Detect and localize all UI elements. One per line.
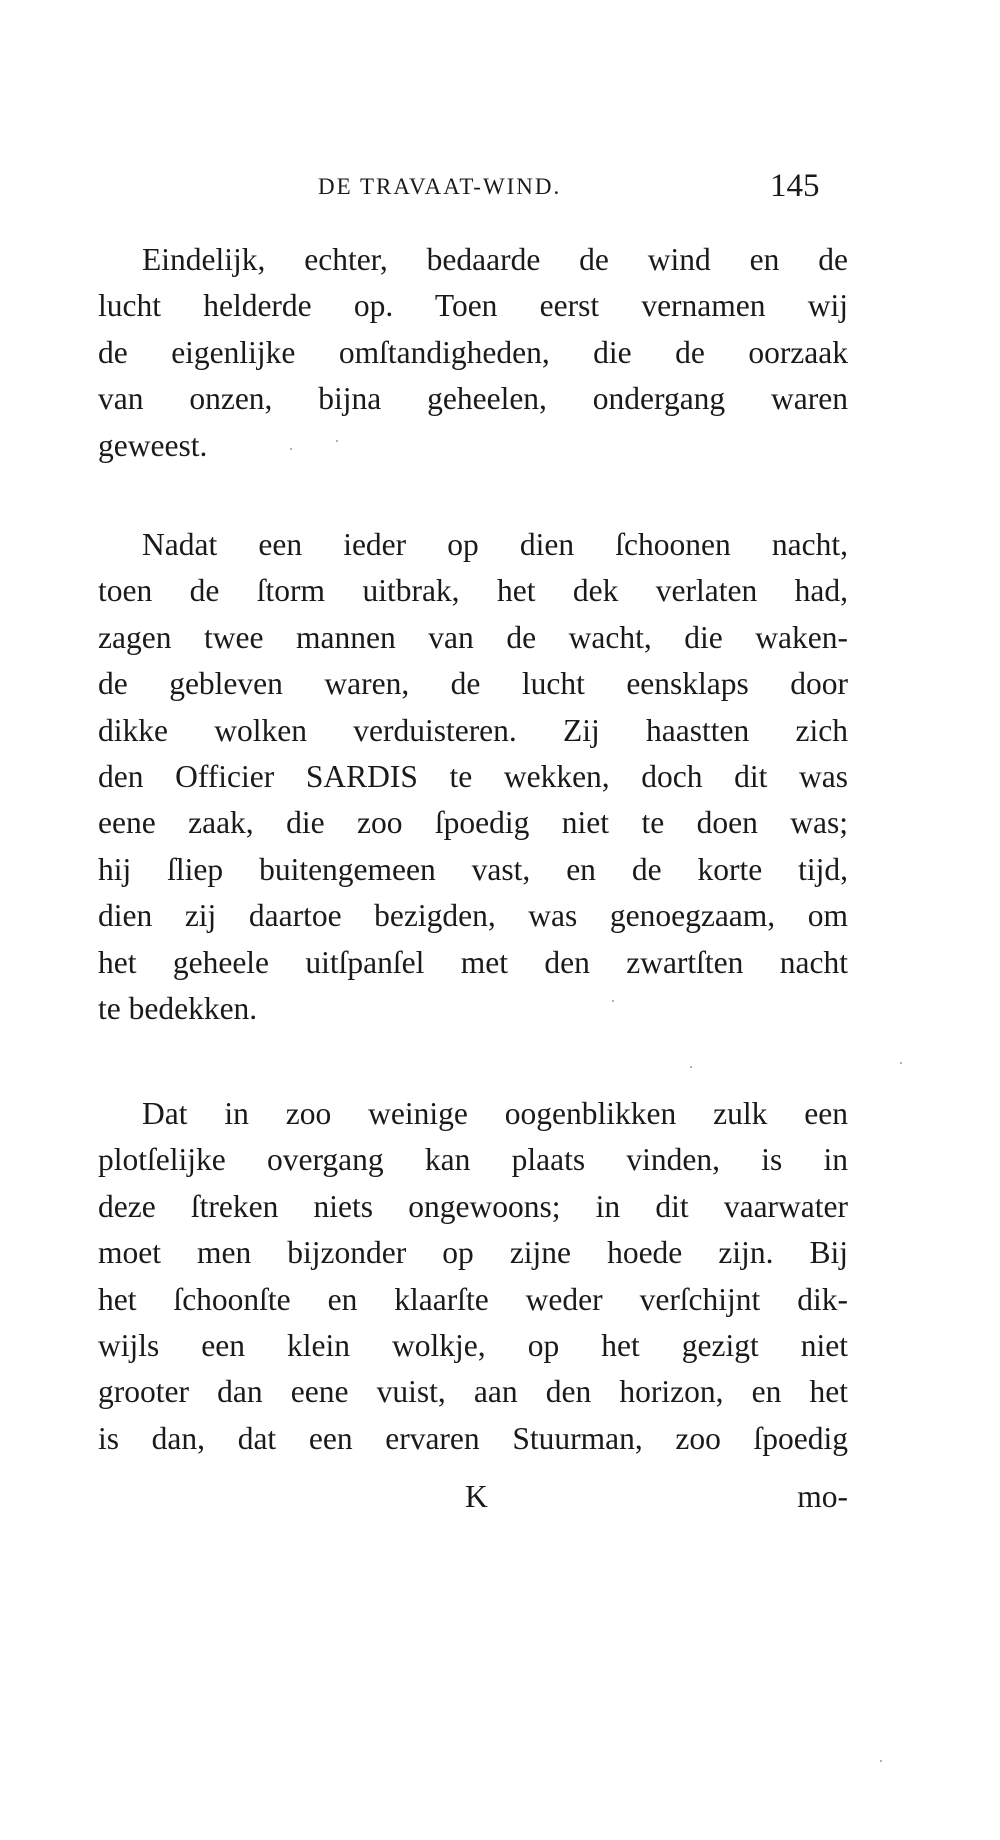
print-speck xyxy=(336,440,338,442)
print-speck xyxy=(290,448,292,450)
text-line: lucht helderde op. Toen eerst vernamen wij xyxy=(98,288,848,324)
paragraph-1 xyxy=(98,237,848,469)
text-line: te bedekken. xyxy=(98,991,258,1027)
print-speck xyxy=(612,1000,614,1002)
print-speck xyxy=(690,1066,692,1068)
running-title: DE TRAVAAT-WIND. xyxy=(318,174,562,199)
page-footer xyxy=(98,1479,848,1525)
paragraph-2 xyxy=(98,522,848,1032)
text-line: grooter dan eene vuist, aan den horizon, en het xyxy=(98,1374,848,1410)
print-speck xyxy=(900,1062,902,1064)
paragraph-3 xyxy=(98,1091,848,1462)
text-line: het geheele uitſpanſel met den zwartſten nacht xyxy=(98,944,848,980)
catchword: mo- xyxy=(797,1479,848,1514)
text-line: toen de ſtorm uitbrak, het dek verlaten had, xyxy=(98,573,848,609)
text-line: wijls een klein wolkje, op het gezigt niet xyxy=(98,1328,848,1364)
text-line: zagen twee mannen van de wacht, die waken- xyxy=(98,619,848,655)
text-line: de eigenlijke omſtandigheden, die de oorzaak xyxy=(98,334,848,370)
text-line: Nadat een ieder op dien ſchoonen nacht, xyxy=(142,527,848,562)
text-line: geweest. xyxy=(98,427,208,463)
text-line: hij ſliep buitengemeen vast, en de korte tijd, xyxy=(98,851,848,887)
page-number: 145 xyxy=(770,168,820,204)
text-line: is dan, dat een ervaren Stuurman, zoo ſpoedig xyxy=(98,1420,848,1456)
text-line: moet men bijzonder op zijne hoede zijn. Bij xyxy=(98,1235,848,1271)
text-line: Eindelijk, echter, bedaarde de wind en de xyxy=(142,242,848,277)
text-line: dien zij daartoe bezigden, was genoegzaam, om xyxy=(98,898,848,934)
signature-mark: K xyxy=(465,1479,488,1514)
text-line: Dat in zoo weinige oogenblikken zulk een xyxy=(142,1096,848,1131)
print-speck xyxy=(880,1760,882,1762)
text-line: van onzen, bijna geheelen, ondergang waren xyxy=(98,381,848,417)
text-line: het ſchoonſte en klaarſte weder verſchijnt dik- xyxy=(98,1281,848,1317)
text-line: eene zaak, die zoo ſpoedig niet te doen was; xyxy=(98,805,848,841)
text-line: plotſelijke overgang kan plaats vinden, is in xyxy=(98,1142,848,1178)
text-line: de gebleven waren, de lucht eensklaps door xyxy=(98,666,848,702)
text-line: deze ſtreken niets ongewoons; in dit vaarwater xyxy=(98,1188,848,1224)
text-line: dikke wolken verduisteren. Zij haastten zich xyxy=(98,712,848,748)
text-line: den Officier SARDIS te wekken, doch dit was xyxy=(98,759,848,795)
